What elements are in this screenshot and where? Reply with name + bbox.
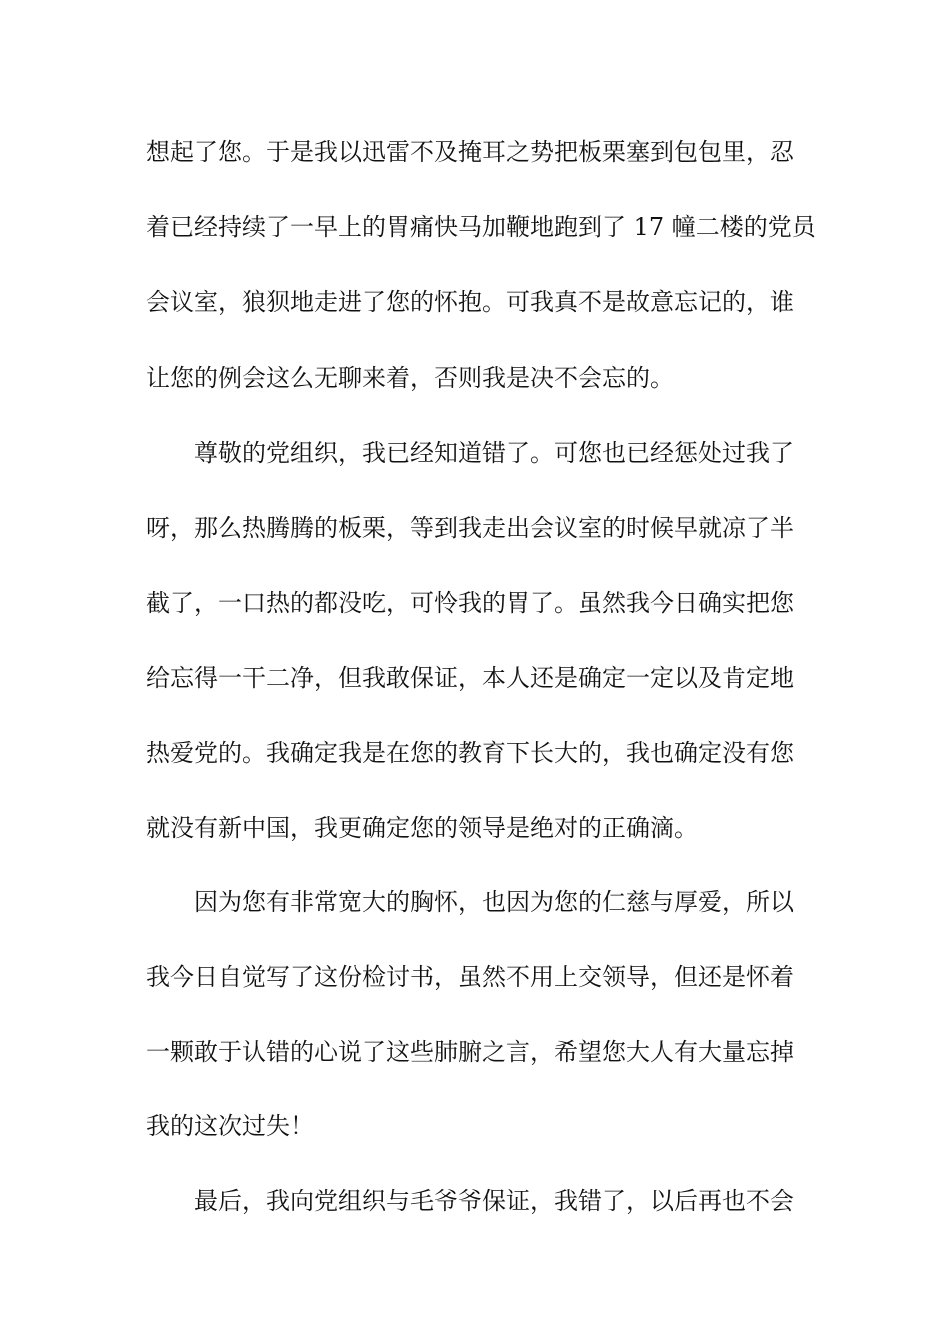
paragraph-start-line: 尊敬的党组织，我已经知道错了。可您也已经惩处过我了 (146, 439, 794, 467)
text-line: 会议室，狼狈地走进了您的怀抱。可我真不是故意忘记的，谁 (146, 288, 794, 316)
text-line: 一颗敢于认错的心说了这些肺腑之言，希望您大人有大量忘掉 (146, 1038, 794, 1066)
text-line: 给忘得一干二净，但我敢保证，本人还是确定一定以及肯定地 (146, 664, 794, 692)
text-line: 热爱党的。我确定我是在您的教育下长大的，我也确定没有您 (146, 739, 794, 767)
text-line: 就没有新中国，我更确定您的领导是绝对的正确滴。 (146, 814, 698, 842)
paragraph-start-line: 因为您有非常宽大的胸怀，也因为您的仁慈与厚爱，所以 (146, 888, 794, 916)
text-line: 让您的例会这么无聊来着，否则我是决不会忘的。 (146, 364, 674, 392)
text-line: 呀，那么热腾腾的板栗，等到我走出会议室的时候早就凉了半 (146, 514, 794, 542)
text-line: 着已经持续了一早上的胃痛快马加鞭地跑到了 17 幢二楼的党员 (146, 213, 816, 241)
text-line: 我的这次过失！ (146, 1112, 314, 1140)
text-line: 我今日自觉写了这份检讨书，虽然不用上交领导，但还是怀着 (146, 963, 794, 991)
paragraph-start-line: 最后，我向党组织与毛爷爷保证，我错了，以后再也不会 (146, 1187, 794, 1215)
text-line: 想起了您。于是我以迅雷不及掩耳之势把板栗塞到包包里，忍 (146, 138, 794, 166)
text-line: 截了，一口热的都没吃，可怜我的胃了。虽然我今日确实把您 (146, 589, 794, 617)
